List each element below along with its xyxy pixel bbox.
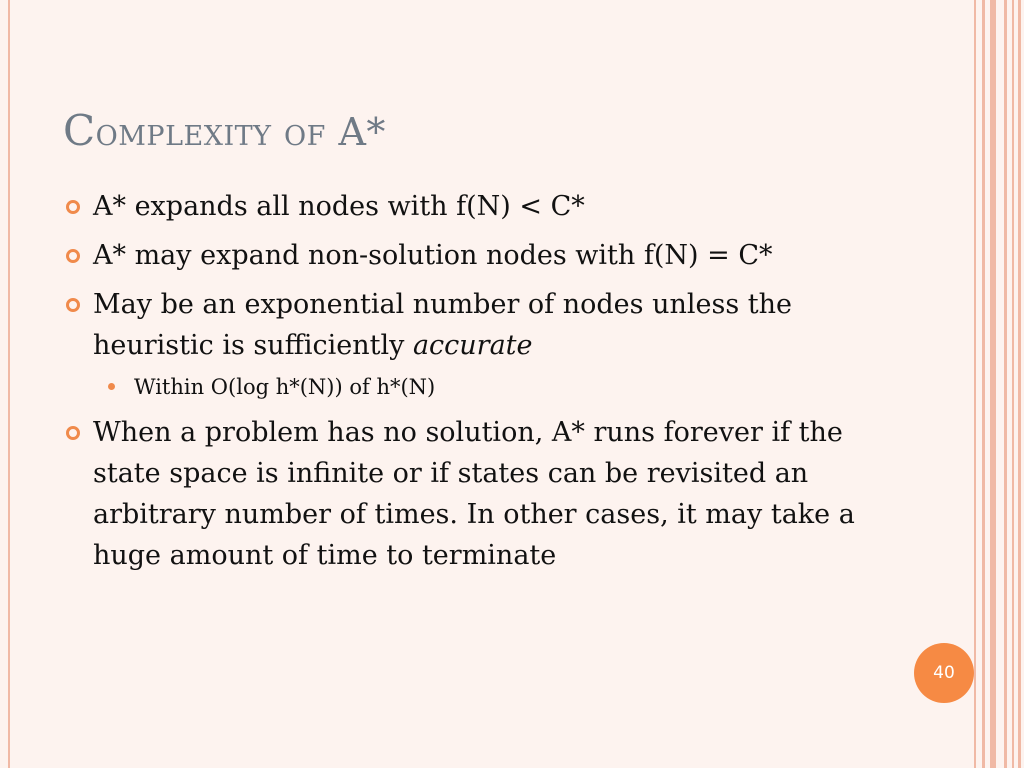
- ring-bullet-icon: [66, 298, 80, 312]
- bullet-item: [62, 235, 882, 276]
- sub-bullet-item: [62, 372, 882, 402]
- decorative-stripe: [982, 0, 985, 768]
- page-number-badge: [914, 643, 974, 703]
- bullet-item: [62, 186, 882, 227]
- page-number: 40: [933, 663, 955, 683]
- dot-bullet-icon: [108, 383, 115, 390]
- bullet-item: [62, 284, 882, 366]
- slide-title: [63, 106, 386, 155]
- decorative-stripe: [1018, 0, 1021, 768]
- decorative-stripe: [990, 0, 996, 768]
- ring-bullet-icon: [66, 426, 80, 440]
- slide-title-rest: omplexity of A*: [95, 110, 386, 154]
- bullet-item: [62, 412, 882, 576]
- decorative-stripe: [1004, 0, 1007, 768]
- decorative-stripe: [1012, 0, 1014, 768]
- bullet-text: When a problem has no solution, A* runs forever if the state space is infinite or if states can be revisited an arbitrary number of times. In other cases, it may take a huge amount of time to terminate: [93, 417, 855, 571]
- slide-title-initial: C: [63, 106, 96, 155]
- bullet-text: A* may expand non-solution nodes with f(N) = C*: [93, 240, 773, 271]
- ring-bullet-icon: [66, 249, 80, 263]
- bullet-emphasis: accurate: [412, 330, 533, 361]
- slide-body: [62, 186, 882, 584]
- sub-bullet-text: Within O(log h*(N)) of h*(N): [134, 375, 436, 399]
- ring-bullet-icon: [66, 200, 80, 214]
- bullet-text: A* expands all nodes with f(N) < C*: [93, 191, 585, 222]
- bullet-text: May be an exponential number of nodes unless the heuristic is sufficiently: [93, 289, 793, 361]
